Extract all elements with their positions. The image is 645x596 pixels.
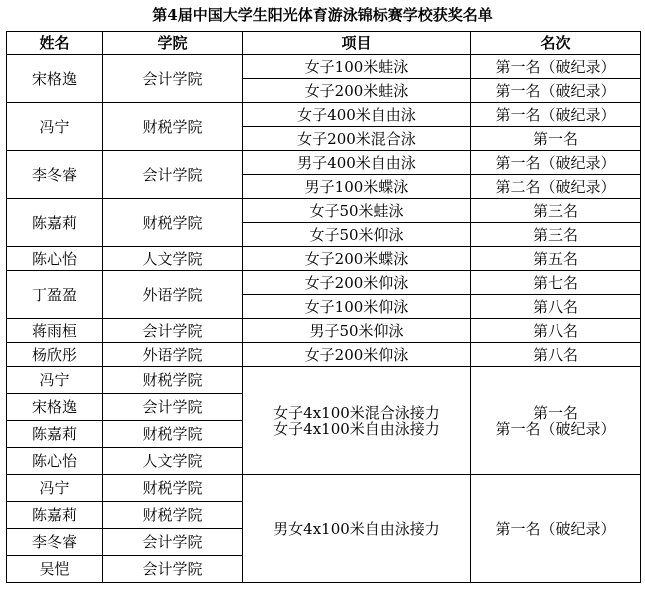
relay-member-name: 吴恺: [7, 556, 103, 583]
athlete-college: 外语学院: [103, 271, 243, 319]
rank-cell: 第三名: [471, 199, 641, 223]
event-cell: 女子200米仰泳: [243, 343, 471, 367]
header-row: [7, 32, 641, 55]
rank-cell: 第五名: [471, 247, 641, 271]
athlete-name: 陈嘉莉: [7, 199, 103, 247]
awards-table: [6, 31, 641, 583]
athlete-college: 财税学院: [103, 199, 243, 247]
rank-cell: 第一名: [471, 127, 641, 151]
relay-member-name: 李冬睿: [7, 529, 103, 556]
event-cell: 男子400米自由泳: [243, 151, 471, 175]
rank-cell: 第一名（破纪录）: [471, 79, 641, 103]
relay-member-name: 冯宁: [7, 367, 103, 394]
event-cell: 女子200米蝶泳: [243, 247, 471, 271]
header-rank: 名次: [471, 32, 641, 55]
header-college: 学院: [103, 32, 243, 55]
athlete-college: 会计学院: [103, 319, 243, 343]
relay-member-college: 财税学院: [103, 502, 243, 529]
rank-cell: 第二名（破纪录）: [471, 175, 641, 199]
athlete-college: 会计学院: [103, 55, 243, 103]
relay-ranks: 第一名（破纪录）: [471, 475, 641, 583]
relay-member-name: 陈心怡: [7, 448, 103, 475]
relay-member-college: 财税学院: [103, 421, 243, 448]
relay-events: 女子4x100米混合泳接力 女子4x100米自由泳接力: [243, 367, 471, 475]
athlete-name: 李冬睿: [7, 151, 103, 199]
event-cell: 女子200米仰泳: [243, 271, 471, 295]
athlete-college: 人文学院: [103, 247, 243, 271]
relay-member-name: 宋格逸: [7, 394, 103, 421]
athlete-name: 蒋雨桓: [7, 319, 103, 343]
athlete-name: 冯宁: [7, 103, 103, 151]
athlete-name: 丁盈盈: [7, 271, 103, 319]
relay-row: [7, 475, 641, 502]
header-name: 姓名: [7, 32, 103, 55]
rank-cell: 第八名: [471, 319, 641, 343]
table-row: [7, 103, 641, 127]
athlete-college: 外语学院: [103, 343, 243, 367]
event-cell: 女子400米自由泳: [243, 103, 471, 127]
rank-cell: 第一名（破纪录）: [471, 151, 641, 175]
relay-ranks: 第一名 第一名（破纪录）: [471, 367, 641, 475]
relay-member-college: 财税学院: [103, 367, 243, 394]
relay-member-name: 陈嘉莉: [7, 421, 103, 448]
rank-cell: 第七名: [471, 271, 641, 295]
event-cell: 女子200米混合泳: [243, 127, 471, 151]
table-row: [7, 319, 641, 343]
table-row: [7, 247, 641, 271]
athlete-college: 会计学院: [103, 151, 243, 199]
rank-cell: 第八名: [471, 343, 641, 367]
relay-member-name: 冯宁: [7, 475, 103, 502]
relay-member-college: 会计学院: [103, 529, 243, 556]
relay-member-name: 陈嘉莉: [7, 502, 103, 529]
athlete-name: 陈心怡: [7, 247, 103, 271]
relay-member-college: 人文学院: [103, 448, 243, 475]
event-cell: 男子100米蝶泳: [243, 175, 471, 199]
event-cell: 女子100米蛙泳: [243, 55, 471, 79]
relay-member-college: 财税学院: [103, 475, 243, 502]
rank-cell: 第一名（破纪录）: [471, 55, 641, 79]
event-cell: 女子50米仰泳: [243, 223, 471, 247]
athlete-name: 宋格逸: [7, 55, 103, 103]
relay-member-college: 会计学院: [103, 394, 243, 421]
table-row: [7, 271, 641, 295]
event-cell: 女子50米蛙泳: [243, 199, 471, 223]
table-row: [7, 151, 641, 175]
athlete-name: 杨欣彤: [7, 343, 103, 367]
document-title: 第4届中国大学生阳光体育游泳锦标赛学校获奖名单: [152, 6, 493, 24]
athlete-college: 财税学院: [103, 103, 243, 151]
event-cell: 男子50米仰泳: [243, 319, 471, 343]
rank-cell: 第一名（破纪录）: [471, 103, 641, 127]
relay-events: 男女4x100米自由泳接力: [243, 475, 471, 583]
relay-row: [7, 367, 641, 394]
event-cell: 女子100米仰泳: [243, 295, 471, 319]
table-row: [7, 343, 641, 367]
table-row: [7, 55, 641, 79]
table-row: [7, 199, 641, 223]
rank-cell: 第三名: [471, 223, 641, 247]
event-cell: 女子200米蛙泳: [243, 79, 471, 103]
header-event: 项目: [243, 32, 471, 55]
relay-member-college: 会计学院: [103, 556, 243, 583]
rank-cell: 第八名: [471, 295, 641, 319]
